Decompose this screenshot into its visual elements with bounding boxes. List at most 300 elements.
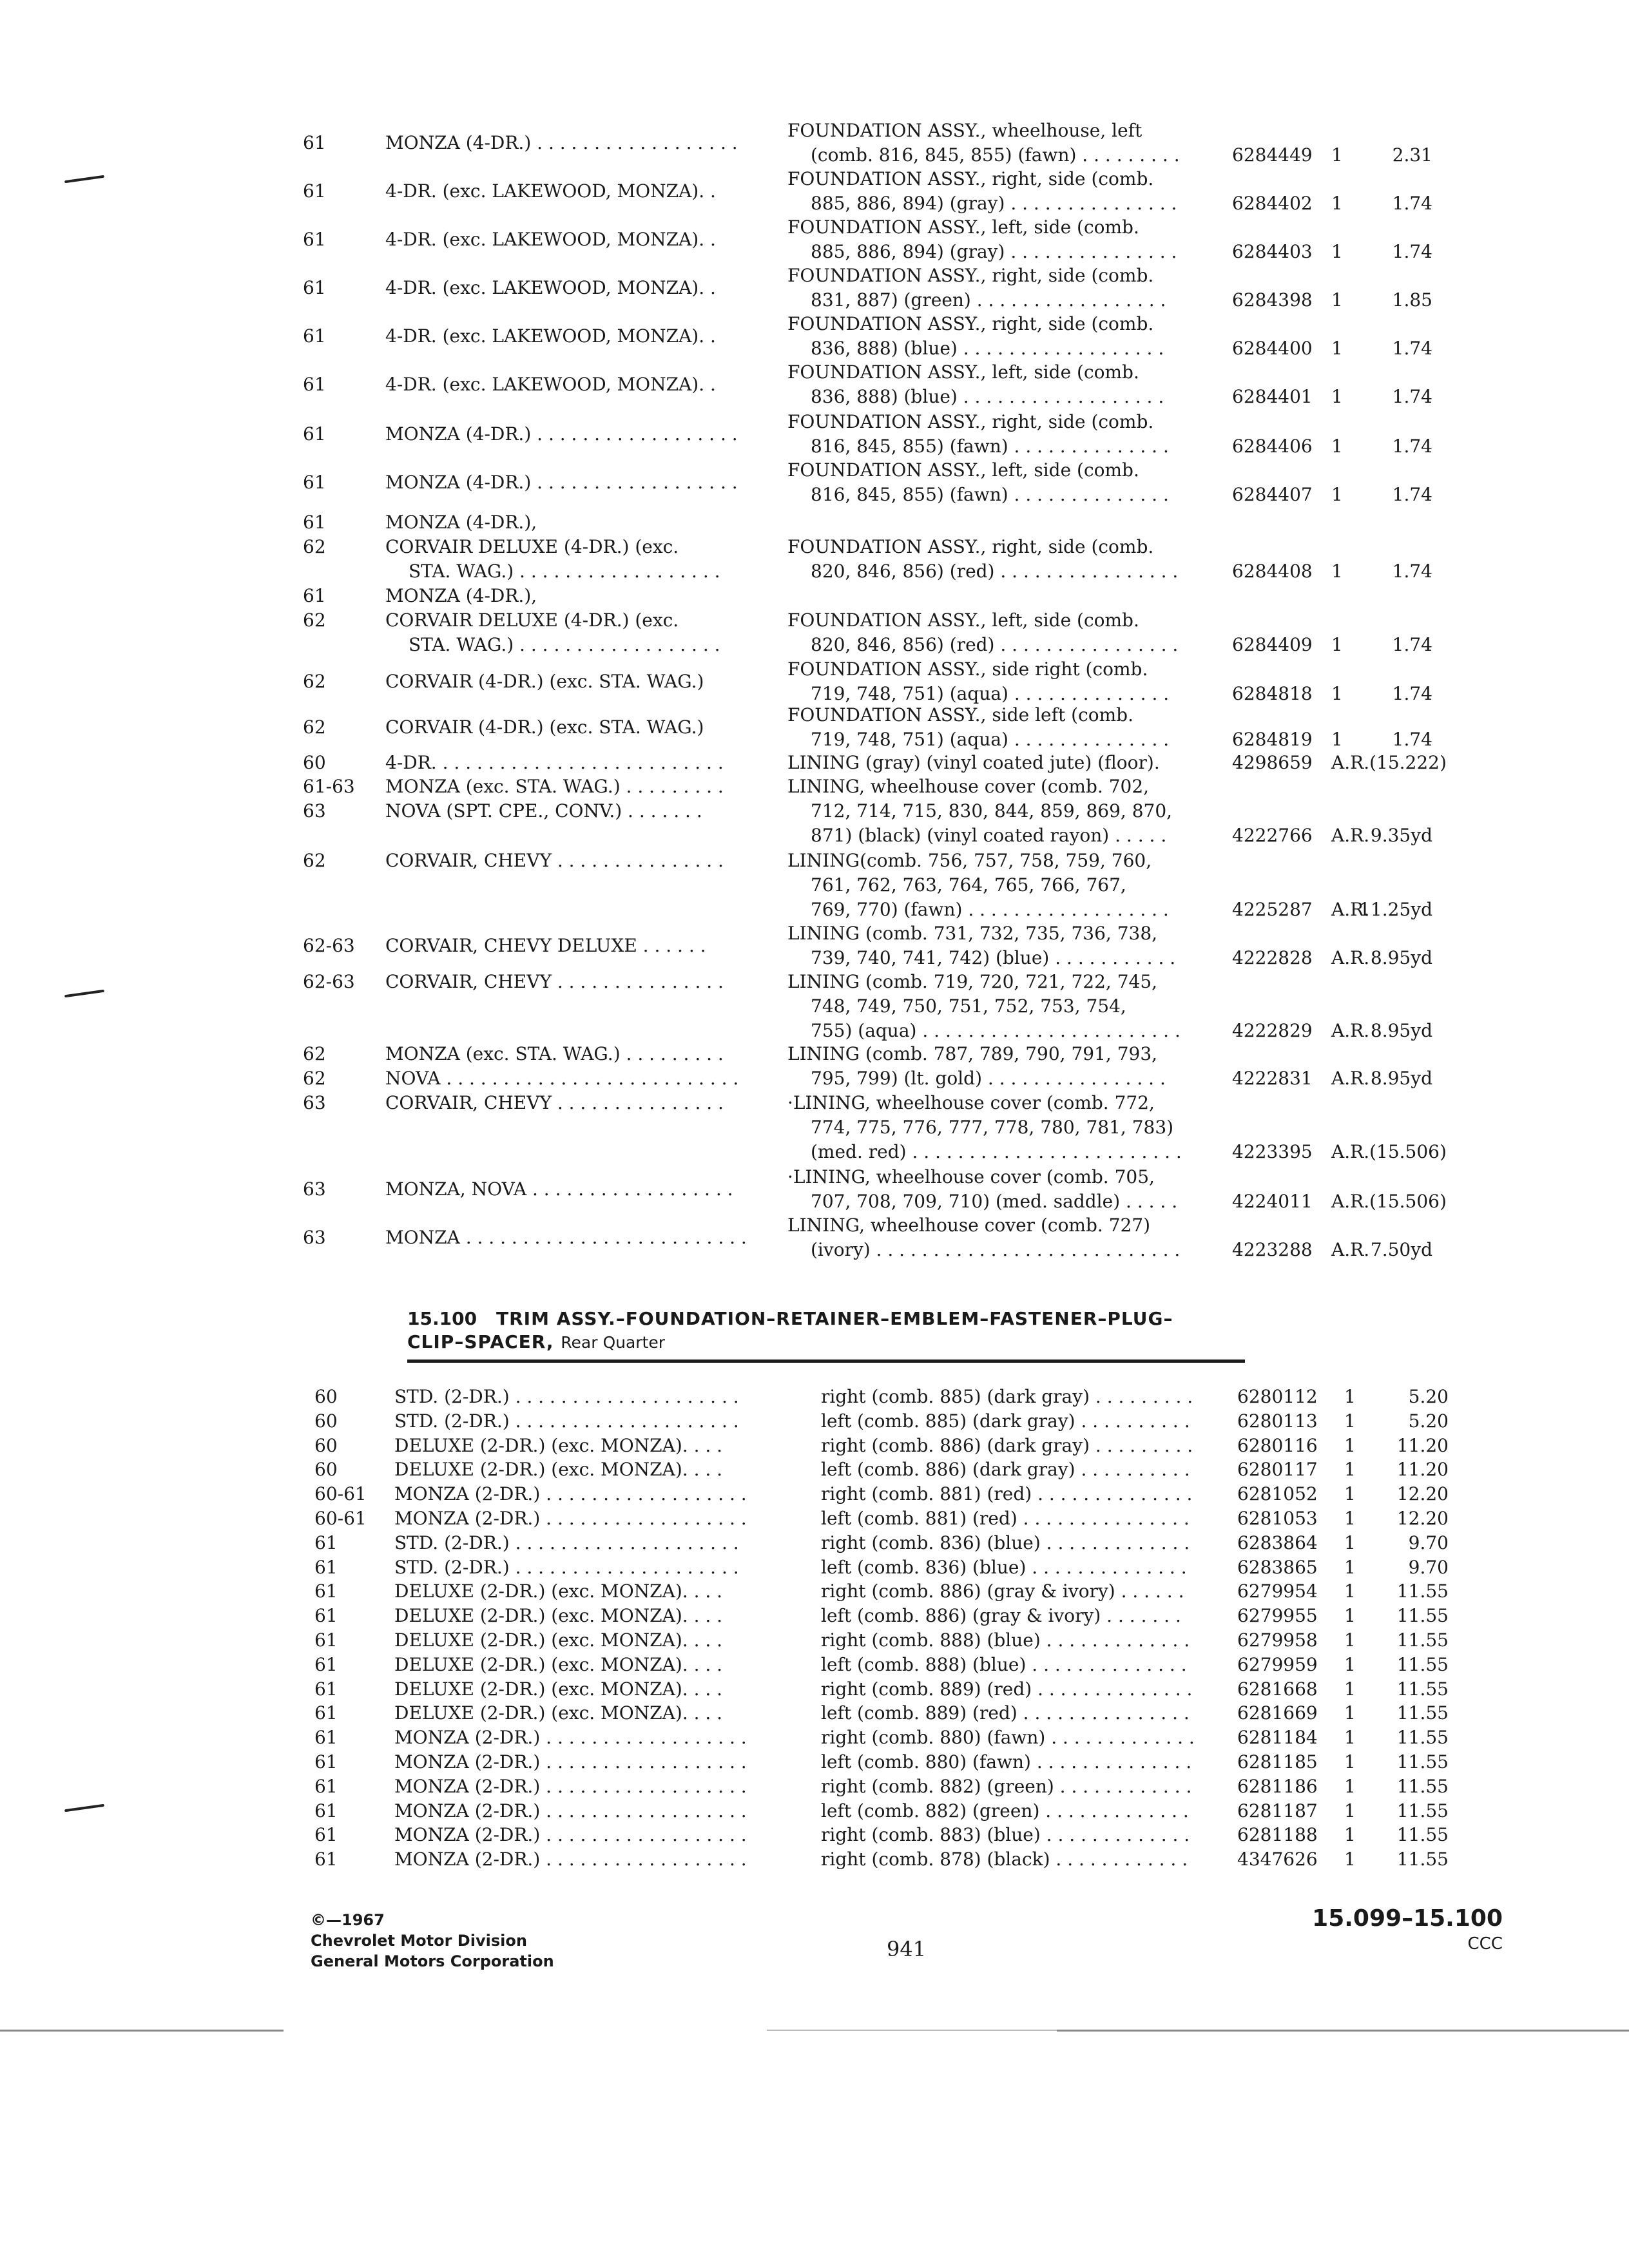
description-text: LINING, wheelhouse cover (comb. 702, (787, 776, 1150, 797)
quantity: 1 (1344, 1435, 1356, 1456)
year-cell: 61 (314, 1581, 338, 1602)
price: 8.95yd (1370, 1020, 1432, 1041)
description-cell: right (comb. 888) (blue) . . . . . . . . . . . . . (821, 1629, 1190, 1651)
price: 7.50yd (1370, 1239, 1432, 1260)
description-text: FOUNDATION ASSY., right, side (comb. (787, 411, 1154, 432)
model-cell (385, 934, 753, 958)
model-text: CORVAIR, CHEVY . . . . . . . . . . . . . . . (385, 971, 724, 992)
description-cell: right (comb. 881) (red) . . . . . . . . . . . . . . (821, 1483, 1193, 1504)
quantity: A.R. (1331, 1068, 1370, 1089)
quantity: A.R. (1331, 947, 1370, 968)
year-text: 61 (303, 132, 326, 153)
quantity: A.R. (1331, 899, 1370, 920)
model-cell (385, 774, 753, 823)
quantity: 1 (1344, 1410, 1356, 1432)
description-text: (ivory) . . . . . . . . . . . . . . . . . . . . . . . . . . . (811, 1239, 1181, 1260)
price: 2.31 (1392, 144, 1432, 166)
quantity-price: A.R.(15.222) (1331, 752, 1447, 773)
model-cell (385, 970, 753, 994)
price: 9.35yd (1370, 825, 1432, 846)
description-text: 816, 845, 855) (fawn) . . . . . . . . . . . . . . (811, 436, 1169, 457)
section-range: 15.099–15.100 (1312, 1905, 1503, 1932)
description-text: 748, 749, 750, 751, 752, 753, 754, (811, 995, 1126, 1017)
quantity-price: A.R.(15.506) (1331, 1191, 1447, 1212)
price: 11.55 (1396, 1678, 1449, 1700)
description-text: 885, 886, 894) (gray) . . . . . . . . . . . . . . . (811, 193, 1177, 214)
year-cell: 61 (314, 1702, 338, 1724)
part-number: 6280117 (1237, 1459, 1318, 1480)
model-cell: DELUXE (2-DR.) (exc. MONZA). . . . (394, 1459, 723, 1480)
year-text: 62 (303, 1068, 326, 1089)
price: 11.55 (1396, 1654, 1449, 1675)
description-cell: right (comb. 886) (dark gray) . . . . . . . . . (821, 1435, 1193, 1456)
quantity: 1 (1344, 1629, 1356, 1651)
page-number: 941 (887, 1937, 927, 1961)
model-text: CORVAIR, CHEVY DELUXE . . . . . . (385, 935, 706, 956)
model-text: CORVAIR DELUXE (4-DR.) (exc. (385, 610, 679, 631)
model-cell (385, 276, 753, 300)
quantity: 1 (1344, 1605, 1356, 1626)
part-number: 6279954 (1237, 1581, 1318, 1602)
quantity: 1 (1344, 1727, 1356, 1748)
price: 12.20 (1396, 1483, 1449, 1504)
description-text: 769, 770) (fawn) . . . . . . . . . . . . . . . . . . (811, 899, 1169, 920)
quantity: 1 (1344, 1508, 1356, 1529)
year-cell (303, 131, 326, 155)
description-text: 719, 748, 751) (aqua) . . . . . . . . . . . . . . (811, 729, 1170, 750)
year-text (303, 633, 326, 657)
price: 11.55 (1396, 1776, 1449, 1797)
quantity-price: A.R.(15.506) (1331, 1141, 1447, 1162)
part-number: 6284403 (1232, 241, 1313, 262)
part-number: 6284408 (1232, 561, 1313, 582)
price: 11.20 (1396, 1435, 1449, 1456)
model-cell: MONZA (2-DR.) . . . . . . . . . . . . . . . . . . (394, 1751, 747, 1773)
part-number: 6281052 (1237, 1483, 1318, 1504)
description-cell: right (comb. 880) (fawn) . . . . . . . . . . . . . (821, 1727, 1195, 1748)
description-cell (787, 1042, 1213, 1164)
year-cell: 61 (314, 1557, 338, 1578)
quantity: 1 (1331, 683, 1343, 704)
year-text: 61 (303, 512, 326, 533)
model-text: MONZA (exc. STA. WAG.) . . . . . . . . . (385, 1043, 724, 1064)
year-text: 61 (303, 585, 326, 606)
quantity: 1 (1344, 1532, 1356, 1553)
year-text: 62 (303, 850, 326, 871)
year-text (303, 559, 326, 584)
description-text: 761, 762, 763, 764, 765, 766, 767, (811, 874, 1126, 896)
description-cell (787, 849, 1213, 922)
year-text: 60 (303, 752, 326, 773)
model-cell (385, 179, 753, 204)
price: 11.25yd (1359, 899, 1432, 920)
description-cell: left (comb. 881) (red) . . . . . . . . . . . . . . . (821, 1508, 1190, 1529)
year-text: 61 (303, 180, 326, 202)
price: 1.74 (1392, 386, 1432, 407)
year-cell: 60-61 (314, 1508, 367, 1529)
model-cell (385, 849, 753, 873)
year-cell (303, 584, 326, 657)
model-text: 4-DR. (exc. LAKEWOOD, MONZA). . (385, 374, 716, 395)
model-text: CORVAIR, CHEVY . . . . . . . . . . . . . . . (385, 850, 724, 871)
model-cell (385, 715, 753, 740)
description-text: 820, 846, 856) (red) . . . . . . . . . . . . . . . . (811, 561, 1179, 582)
model-text: MONZA (4-DR.) . . . . . . . . . . . . . . . . . . (385, 132, 738, 153)
year-cell (303, 422, 326, 447)
quantity: 1 (1331, 386, 1343, 407)
description-text: FOUNDATION ASSY., left, side (comb. (787, 216, 1139, 238)
model-cell: MONZA (2-DR.) . . . . . . . . . . . . . . . . . . (394, 1824, 747, 1845)
part-number: 6280112 (1237, 1386, 1318, 1407)
year-cell: 60-61 (314, 1483, 367, 1504)
model-text: CORVAIR, CHEVY . . . . . . . . . . . . . . . (385, 1092, 724, 1113)
description-cell (787, 312, 1213, 361)
description-text: 836, 888) (blue) . . . . . . . . . . . . . . . . . . (811, 386, 1164, 407)
description-text: FOUNDATION ASSY., left, side (comb. (787, 459, 1139, 481)
year-text: 61 (303, 229, 326, 250)
quantity: 1 (1331, 729, 1343, 750)
description-text: FOUNDATION ASSY., side right (comb. (787, 658, 1148, 680)
quantity: 1 (1344, 1702, 1356, 1724)
section-title-line2: CLIP–SPACER, Rear Quarter (407, 1331, 666, 1352)
model-cell: DELUXE (2-DR.) (exc. MONZA). . . . (394, 1678, 723, 1700)
price: 1.74 (1392, 683, 1432, 704)
quantity: 1 (1331, 436, 1343, 457)
quantity: 1 (1344, 1459, 1356, 1480)
model-cell (385, 131, 753, 155)
bottom-rule-right (1057, 2030, 1629, 2032)
description-cell: right (comb. 878) (black) . . . . . . . . . . . . (821, 1849, 1188, 1870)
description-text: FOUNDATION ASSY., left, side (comb. (787, 610, 1139, 631)
part-number: 6284819 (1232, 729, 1313, 750)
model-text: MONZA . . . . . . . . . . . . . . . . . . . . . . . . . (385, 1227, 747, 1248)
price: 1.74 (1392, 634, 1432, 655)
description-text: 871) (black) (vinyl coated rayon) . . . . . (811, 825, 1167, 846)
model-cell (385, 372, 753, 397)
quantity: 1 (1344, 1654, 1356, 1675)
part-number: 6281187 (1237, 1800, 1318, 1821)
year-text: 62-63 (303, 971, 355, 992)
price: 11.55 (1396, 1824, 1449, 1845)
price: 1.85 (1392, 289, 1432, 311)
description-cell (787, 751, 1213, 775)
description-cell (787, 657, 1213, 706)
model-cell: DELUXE (2-DR.) (exc. MONZA). . . . (394, 1654, 723, 1675)
margin-mark-1 (64, 175, 104, 184)
year-cell (303, 669, 326, 694)
footer-publisher (311, 1910, 554, 1972)
quantity: 1 (1344, 1751, 1356, 1773)
description-cell: right (comb. 886) (gray & ivory) . . . . . . (821, 1581, 1184, 1602)
model-text: MONZA (exc. STA. WAG.) . . . . . . . . . (385, 776, 724, 797)
part-number: 6281053 (1237, 1508, 1318, 1529)
year-cell (303, 276, 326, 300)
part-number: 6283865 (1237, 1557, 1318, 1578)
description-cell: left (comb. 880) (fawn) . . . . . . . . . . . . . . (821, 1751, 1192, 1773)
year-text: 61 (303, 277, 326, 298)
model-cell: STD. (2-DR.) . . . . . . . . . . . . . . . . . . . . (394, 1532, 739, 1553)
description-text: LINING (comb. 731, 732, 735, 736, 738, (787, 923, 1158, 944)
price: 11.55 (1396, 1702, 1449, 1724)
model-cell: STD. (2-DR.) . . . . . . . . . . . . . . . . . . . . (394, 1557, 739, 1578)
description-cell: left (comb. 886) (dark gray) . . . . . . . . . . (821, 1459, 1190, 1480)
description-text (787, 584, 1213, 608)
description-text: 739, 740, 741, 742) (blue) . . . . . . . . . . . (811, 947, 1176, 968)
model-cell: MONZA (2-DR.) . . . . . . . . . . . . . . . . . . (394, 1800, 747, 1821)
price: 8.95yd (1370, 947, 1432, 968)
model-cell (385, 1225, 753, 1250)
part-number: 6279959 (1237, 1654, 1318, 1675)
model-text: CORVAIR DELUXE (4-DR.) (exc. (385, 536, 679, 557)
description-text: 836, 888) (blue) . . . . . . . . . . . . . . . . . . (811, 338, 1164, 359)
year-cell (303, 849, 326, 873)
quantity: A.R. (1331, 825, 1370, 846)
year-text: 62-63 (303, 935, 355, 956)
model-text: NOVA (SPT. CPE., CONV.) . . . . . . . (385, 800, 702, 822)
description-cell (787, 458, 1213, 507)
year-text: 63 (303, 1227, 326, 1248)
year-cell: 61 (314, 1800, 338, 1821)
part-number: 6284401 (1232, 386, 1313, 407)
model-cell: MONZA (2-DR.) . . . . . . . . . . . . . . . . . . (394, 1776, 747, 1797)
description-cell (787, 167, 1213, 216)
year-text: 61 (303, 472, 326, 493)
price: 1.74 (1392, 241, 1432, 262)
footer-section-ref (1312, 1905, 1503, 1955)
model-text: 4-DR. . . . . . . . . . . . . . . . . . . . . . . . . . (385, 752, 724, 773)
description-cell (787, 510, 1213, 584)
model-text: MONZA (4-DR.) . . . . . . . . . . . . . . . . . . (385, 472, 738, 493)
price: 1.74 (1392, 561, 1432, 582)
model-cell: MONZA (2-DR.) . . . . . . . . . . . . . . . . . . (394, 1483, 747, 1504)
section-subtitle: Rear Quarter (561, 1333, 666, 1352)
year-cell (303, 1177, 326, 1202)
model-text: NOVA . . . . . . . . . . . . . . . . . . . . . . . . . . (385, 1068, 739, 1089)
description-cell: right (comb. 836) (blue) . . . . . . . . . . . . . (821, 1532, 1190, 1553)
year-cell (303, 774, 355, 823)
description-cell: left (comb. 889) (red) . . . . . . . . . . . . . . . (821, 1702, 1190, 1724)
description-text (787, 510, 1213, 535)
description-text: LINING(comb. 756, 757, 758, 759, 760, (787, 850, 1152, 871)
description-cell: right (comb. 889) (red) . . . . . . . . . . . . . . (821, 1678, 1193, 1700)
model-cell (385, 470, 753, 495)
corporation-name: General Motors Corporation (311, 1952, 554, 1970)
part-number: 4298659 (1232, 752, 1313, 773)
description-text: FOUNDATION ASSY., right, side (comb. (787, 313, 1154, 334)
model-cell: DELUXE (2-DR.) (exc. MONZA). . . . (394, 1435, 723, 1456)
quantity: 1 (1344, 1824, 1356, 1845)
copyright: ©—1967 (311, 1911, 385, 1929)
model-text: 4-DR. (exc. LAKEWOOD, MONZA). . (385, 277, 716, 298)
description-cell: right (comb. 882) (green) . . . . . . . . . . . . (821, 1776, 1192, 1797)
description-text: (comb. 816, 845, 855) (fawn) . . . . . . . . . (811, 144, 1180, 166)
year-text: 61-63 (303, 776, 355, 797)
year-text: 61 (303, 325, 326, 347)
year-text: 62 (303, 536, 326, 557)
model-text: 4-DR. (exc. LAKEWOOD, MONZA). . (385, 180, 716, 202)
part-number: 4222831 (1232, 1068, 1313, 1089)
part-number: 4223288 (1232, 1239, 1313, 1260)
price: 5.20 (1408, 1410, 1449, 1432)
description-text: 719, 748, 751) (aqua) . . . . . . . . . . . . . . (811, 683, 1170, 704)
quantity: 1 (1331, 144, 1343, 166)
margin-mark-2 (64, 990, 104, 998)
description-text: 816, 845, 855) (fawn) . . . . . . . . . . . . . . (811, 484, 1169, 505)
part-number: 6281188 (1237, 1824, 1318, 1845)
year-cell: 61 (314, 1776, 338, 1797)
description-text: FOUNDATION ASSY., right, side (comb. (787, 168, 1154, 189)
description-cell: left (comb. 885) (dark gray) . . . . . . . . . . (821, 1410, 1190, 1432)
quantity: 1 (1331, 484, 1343, 505)
description-text: LINING, wheelhouse cover (comb. 727) (787, 1215, 1151, 1236)
description-text: FOUNDATION ASSY., right, side (comb. (787, 536, 1154, 557)
year-text: 62 (303, 671, 326, 692)
year-text: 63 (303, 1178, 326, 1200)
year-text: 63 (303, 800, 326, 822)
model-text: CORVAIR (4-DR.) (exc. STA. WAG.) (385, 671, 704, 692)
part-number: 6281669 (1237, 1702, 1318, 1724)
price: 11.55 (1396, 1581, 1449, 1602)
model-cell: DELUXE (2-DR.) (exc. MONZA). . . . (394, 1702, 723, 1724)
model-cell: DELUXE (2-DR.) (exc. MONZA). . . . (394, 1605, 723, 1626)
year-text: 61 (303, 423, 326, 445)
description-text: 831, 887) (green) . . . . . . . . . . . . . . . . . (811, 289, 1166, 311)
model-cell (385, 669, 753, 694)
part-number: 6280116 (1237, 1435, 1318, 1456)
quantity: 1 (1344, 1800, 1356, 1821)
bottom-rule-left (0, 2030, 284, 2032)
margin-mark-3 (64, 1804, 104, 1812)
quantity: 1 (1344, 1386, 1356, 1407)
price: 1.74 (1392, 338, 1432, 359)
model-cell: STD. (2-DR.) . . . . . . . . . . . . . . . . . . . . (394, 1386, 739, 1407)
year-text: 62 (303, 716, 326, 738)
year-cell (303, 227, 326, 252)
description-cell (787, 264, 1213, 312)
year-text: 61 (303, 374, 326, 395)
quantity: 1 (1344, 1776, 1356, 1797)
description-text: 885, 886, 894) (gray) . . . . . . . . . . . . . . . (811, 241, 1177, 262)
model-cell (385, 324, 753, 349)
part-number: 6284402 (1232, 193, 1313, 214)
model-cell (385, 584, 753, 657)
price: 1.74 (1392, 729, 1432, 750)
model-cell (385, 227, 753, 252)
year-cell (303, 324, 326, 349)
description-cell: left (comb. 836) (blue) . . . . . . . . . . . . . . (821, 1557, 1187, 1578)
model-text: MONZA (4-DR.) . . . . . . . . . . . . . . . . . . (385, 423, 738, 445)
description-text: FOUNDATION ASSY., side left (comb. (787, 704, 1133, 726)
description-text: FOUNDATION ASSY., left, side (comb. (787, 361, 1139, 383)
description-cell (787, 921, 1213, 970)
price: 11.55 (1396, 1605, 1449, 1626)
price: 9.70 (1408, 1557, 1449, 1578)
description-cell (787, 215, 1213, 264)
model-text: MONZA (4-DR.), (385, 585, 537, 606)
year-cell (303, 934, 355, 958)
part-number: 4224011 (1232, 1191, 1313, 1212)
description-cell: right (comb. 883) (blue) . . . . . . . . . . . . . (821, 1824, 1190, 1845)
quantity: 1 (1344, 1581, 1356, 1602)
year-text: 63 (303, 1092, 326, 1113)
year-text: 62 (303, 610, 326, 631)
part-number: 6281668 (1237, 1678, 1318, 1700)
model-text: MONZA, NOVA . . . . . . . . . . . . . . . . . . (385, 1178, 733, 1200)
quantity: 1 (1344, 1849, 1356, 1870)
part-number: 6284409 (1232, 634, 1313, 655)
part-number: 6284407 (1232, 484, 1313, 505)
part-number: 4222828 (1232, 947, 1313, 968)
model-cell (385, 422, 753, 447)
quantity: A.R. (1331, 1239, 1370, 1260)
description-text: 795, 799) (lt. gold) . . . . . . . . . . . . . . . . (811, 1068, 1166, 1089)
year-cell: 61 (314, 1727, 338, 1748)
year-cell: 61 (314, 1824, 338, 1845)
year-cell: 61 (314, 1532, 338, 1553)
part-number: 6283864 (1237, 1532, 1318, 1553)
year-cell: 61 (314, 1654, 338, 1675)
description-cell (787, 1165, 1213, 1214)
description-cell (787, 1213, 1213, 1262)
description-text: LINING (comb. 719, 720, 721, 722, 745, (787, 971, 1158, 992)
model-cell (385, 1177, 753, 1202)
catalog-code: CCC (1467, 1934, 1503, 1954)
price: 8.95yd (1370, 1068, 1432, 1089)
quantity: 1 (1331, 289, 1343, 311)
price: 1.74 (1392, 193, 1432, 214)
model-cell: MONZA (2-DR.) . . . . . . . . . . . . . . . . . . (394, 1727, 747, 1748)
description-cell: left (comb. 886) (gray & ivory) . . . . . . . (821, 1605, 1181, 1626)
part-number: 6281184 (1237, 1727, 1318, 1748)
year-cell (303, 970, 355, 994)
year-cell: 60 (314, 1435, 338, 1456)
year-cell: 61 (314, 1849, 338, 1870)
part-number: 6284449 (1232, 144, 1313, 166)
year-cell (303, 179, 326, 204)
description-text: (med. red) . . . . . . . . . . . . . . . . . . . . . . . . (811, 1141, 1182, 1162)
year-cell (303, 1042, 326, 1115)
description-cell (787, 360, 1213, 409)
part-number: 6279955 (1237, 1605, 1318, 1626)
model-cell (385, 510, 753, 584)
quantity: 1 (1331, 193, 1343, 214)
model-cell: MONZA (2-DR.) . . . . . . . . . . . . . . . . . . (394, 1849, 747, 1870)
quantity: 1 (1344, 1483, 1356, 1504)
quantity: 1 (1344, 1557, 1356, 1578)
description-text: 820, 846, 856) (red) . . . . . . . . . . . . . . . . (811, 634, 1179, 655)
part-number: 4223395 (1232, 1141, 1313, 1162)
year-cell: 60 (314, 1459, 338, 1480)
quantity: A.R. (1331, 1020, 1370, 1041)
description-text: 712, 714, 715, 830, 844, 859, 869, 870, (811, 800, 1173, 822)
year-cell (303, 372, 326, 397)
description-cell (787, 703, 1213, 752)
year-cell: 61 (314, 1605, 338, 1626)
section-rule (407, 1360, 1245, 1363)
year-cell (303, 470, 326, 495)
part-number: 6284406 (1232, 436, 1313, 457)
model-text: 4-DR. (exc. LAKEWOOD, MONZA). . (385, 325, 716, 347)
model-text: STA. WAG.) . . . . . . . . . . . . . . . . . . (409, 561, 720, 582)
description-cell (787, 970, 1213, 1043)
bottom-rule-mid (767, 2030, 1070, 2031)
model-text: STA. WAG.) . . . . . . . . . . . . . . . . . . (409, 634, 720, 655)
section-title-line1: TRIM ASSY.–FOUNDATION–RETAINER–EMBLEM–FASTENER–PLUG– (496, 1308, 1173, 1329)
price: 11.55 (1396, 1800, 1449, 1821)
model-text: 4-DR. (exc. LAKEWOOD, MONZA). . (385, 229, 716, 250)
year-cell: 61 (314, 1629, 338, 1651)
part-number: 6284398 (1232, 289, 1313, 311)
